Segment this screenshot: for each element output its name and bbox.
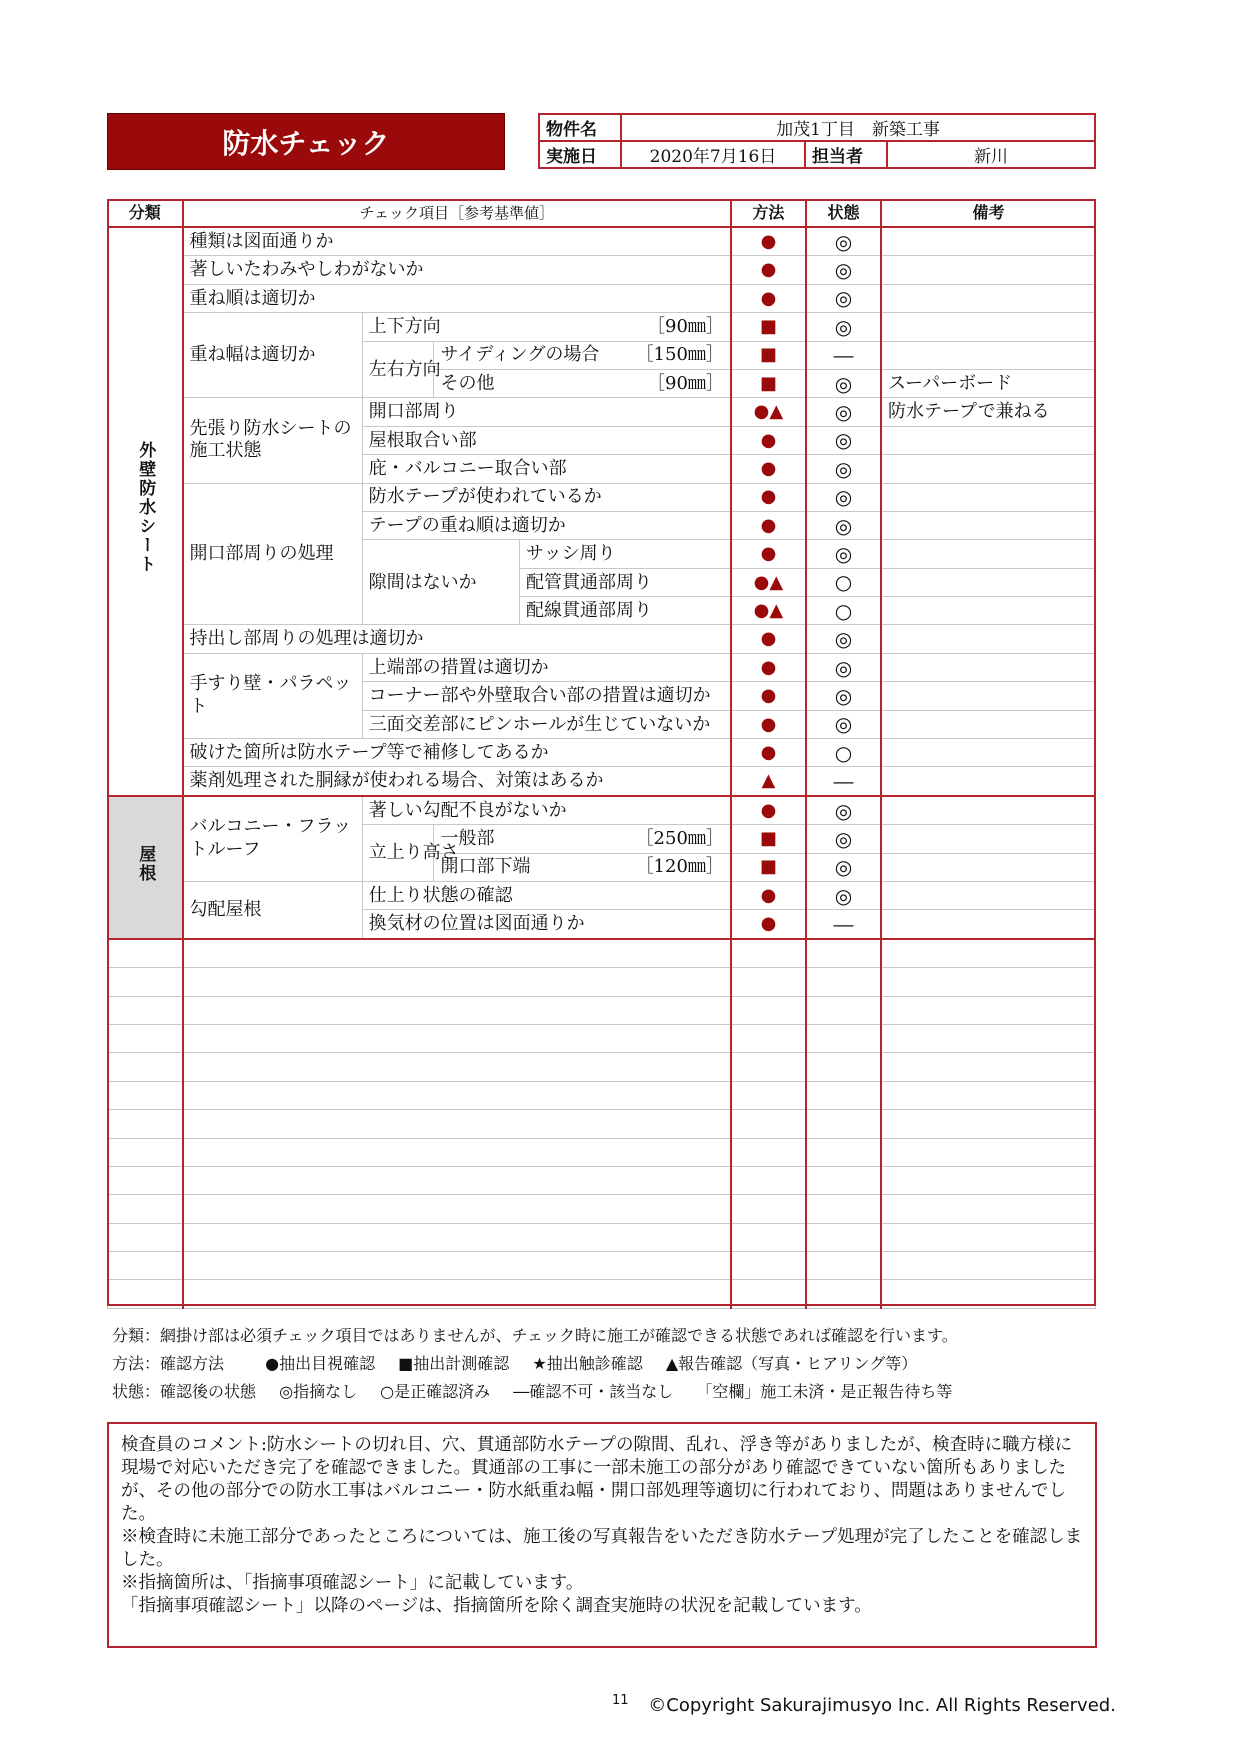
- empty-row: [108, 1053, 1096, 1081]
- status-mark: ◎: [806, 511, 881, 539]
- empty-cell: [183, 1195, 731, 1223]
- table-row: [108, 313, 1096, 341]
- empty-cell: [183, 1138, 731, 1166]
- empty-cell: [806, 1252, 881, 1280]
- note-cell: [881, 341, 1096, 369]
- empty-cell: [108, 1195, 183, 1223]
- sub-item: [362, 313, 731, 341]
- empty-cell: [183, 1081, 731, 1109]
- category-wall: [108, 227, 183, 796]
- empty-row: [108, 996, 1096, 1024]
- empty-cell: [183, 1223, 731, 1251]
- empty-cell: [881, 939, 1096, 968]
- empty-row: [108, 1081, 1096, 1109]
- footer: [612, 1693, 1116, 1716]
- legend-status-na: ―確認不可・該当なし: [513, 1382, 674, 1401]
- table-row: [108, 739, 1096, 767]
- date-value: 2020年7月16日: [621, 141, 805, 168]
- method-mark: ●: [731, 227, 806, 256]
- sub-item: 仕上り状態の確認: [362, 881, 731, 909]
- standard-value: ［90㎜］: [647, 372, 724, 394]
- status-mark: ◎: [806, 710, 881, 738]
- header-status: 状態: [806, 200, 881, 228]
- empty-cell: [881, 1110, 1096, 1138]
- empty-row: [108, 1252, 1096, 1280]
- note-cell: [881, 568, 1096, 596]
- sub-item: 換気材の位置は図面通りか: [362, 910, 731, 939]
- empty-cell: [108, 1053, 183, 1081]
- checklist-table: [107, 199, 1096, 1309]
- method-mark: ●: [731, 881, 806, 909]
- empty-row: [108, 1195, 1096, 1223]
- table-row: [108, 767, 1096, 796]
- sub-sub-item: [434, 853, 731, 881]
- comment-paragraph: ※検査時に未施工部分であったところについては、施工後の写真報告をいただき防水テープ処理が完了したことを確認しました。: [121, 1527, 1083, 1570]
- group-label: バルコニー・フラットルーフ: [183, 796, 363, 882]
- empty-cell: [108, 1110, 183, 1138]
- note-cell: [881, 313, 1096, 341]
- status-mark: ◎: [806, 540, 881, 568]
- table-row: [108, 256, 1096, 284]
- legend-status-ok: ◎指摘なし: [279, 1382, 358, 1401]
- header-method: 方法: [731, 200, 806, 228]
- legend-status-blank: 「空欄」施工未済・是正報告待ち等: [696, 1382, 953, 1401]
- empty-cell: [108, 1280, 183, 1308]
- note-cell: スーパーボード: [881, 369, 1096, 397]
- empty-cell: [108, 1024, 183, 1052]
- header-category: 分類: [108, 200, 183, 228]
- legend-status-line: [112, 1378, 1102, 1406]
- group-label: 勾配屋根: [183, 881, 363, 938]
- copyright-text: ©Copyright Sakurajimusyo Inc. All Rights Reserved.: [648, 1695, 1116, 1716]
- person-label: 担当者: [805, 141, 887, 168]
- method-mark: ■: [731, 825, 806, 853]
- header-note: 備考: [881, 200, 1096, 228]
- status-mark: ◎: [806, 625, 881, 653]
- legend-method-label: 方法：確認方法: [112, 1354, 225, 1373]
- empty-row: [108, 1110, 1096, 1138]
- status-mark: ◎: [806, 483, 881, 511]
- empty-cell: [731, 1166, 806, 1194]
- status-mark: ◎: [806, 796, 881, 825]
- sub-item: 左右方向: [362, 341, 434, 398]
- status-mark: ◎: [806, 825, 881, 853]
- empty-row: [108, 1280, 1096, 1308]
- empty-cell: [731, 939, 806, 968]
- method-mark: ▲: [731, 767, 806, 796]
- sub-sub-item: [434, 341, 731, 369]
- status-mark: ◎: [806, 284, 881, 312]
- method-mark: ■: [731, 341, 806, 369]
- empty-cell: [183, 968, 731, 996]
- empty-cell: [806, 1053, 881, 1081]
- empty-row: [108, 1024, 1096, 1052]
- group-label: 手すり壁・パラペット: [183, 653, 363, 738]
- empty-cell: [806, 996, 881, 1024]
- empty-cell: [183, 1024, 731, 1052]
- empty-cell: [806, 1195, 881, 1223]
- empty-cell: [731, 968, 806, 996]
- note-cell: [881, 597, 1096, 625]
- method-mark: ●: [731, 483, 806, 511]
- sub-item: 上端部の措置は適切か: [362, 653, 731, 681]
- legend-method-visual: ●抽出目視確認: [265, 1354, 376, 1373]
- note-cell: [881, 227, 1096, 256]
- table-row: [108, 398, 1096, 426]
- empty-cell: [731, 1223, 806, 1251]
- legend-method-line: [112, 1350, 1102, 1378]
- status-mark: ◎: [806, 881, 881, 909]
- empty-cell: [881, 1280, 1096, 1308]
- check-item: 種類は図面通りか: [183, 227, 731, 256]
- legend-method-touch: ★抽出触診確認: [532, 1354, 643, 1373]
- method-mark: ●: [731, 284, 806, 312]
- empty-row: [108, 1166, 1096, 1194]
- empty-cell: [881, 968, 1096, 996]
- empty-cell: [806, 1081, 881, 1109]
- standard-value: ［120㎜］: [635, 856, 724, 878]
- sub-item: 開口部周り: [362, 398, 731, 426]
- method-mark: ●: [731, 426, 806, 454]
- note-cell: [881, 284, 1096, 312]
- empty-cell: [881, 1053, 1096, 1081]
- note-cell: [881, 256, 1096, 284]
- comment-paragraph: 検査員のコメント:防水シートの切れ目、穴、貫通部防水テープの隙間、乱れ、浮き等がありましたが、検査時に職方様に現場で対応いただき完了を確認できました。貫通部の工事に一部未施工の部分があり確認できていない箇所もありましたが、その他の部分での防水工事はバルコニー・防水紙重ね幅・開口部処理等適切に行われており、問題はありませんでした。: [121, 1435, 1073, 1524]
- note-cell: [881, 625, 1096, 653]
- empty-cell: [806, 1280, 881, 1308]
- property-value: 加茂1丁目 新築工事: [621, 114, 1095, 141]
- status-mark: ◎: [806, 227, 881, 256]
- sub-item: コーナー部や外壁取合い部の措置は適切か: [362, 682, 731, 710]
- empty-cell: [806, 1166, 881, 1194]
- category-roof: [108, 796, 183, 939]
- empty-cell: [108, 1223, 183, 1251]
- empty-cell: [108, 1138, 183, 1166]
- empty-cell: [806, 1138, 881, 1166]
- status-mark: ○: [806, 568, 881, 596]
- status-mark: ◎: [806, 313, 881, 341]
- group-label: 先張り防水シートの施工状態: [183, 398, 363, 483]
- check-item: 重ね順は適切か: [183, 284, 731, 312]
- check-item: 薬剤処理された胴縁が使われる場合、対策はあるか: [183, 767, 731, 796]
- empty-cell: [183, 1252, 731, 1280]
- sub-sub-item-label: 開口部下端: [440, 856, 531, 878]
- method-mark: ●: [731, 739, 806, 767]
- note-cell: [881, 455, 1096, 483]
- empty-cell: [806, 939, 881, 968]
- sub-item: 著しい勾配不良がないか: [362, 796, 731, 825]
- note-cell: [881, 540, 1096, 568]
- legend-status-fixed: ○是正確認済み: [380, 1382, 491, 1401]
- note-cell: [881, 653, 1096, 681]
- method-mark: ●: [731, 682, 806, 710]
- comment-paragraph: 「指摘事項確認シート」以降のページは、指摘箇所を除く調査実施時の状況を記載しています。: [121, 1596, 872, 1616]
- table-row: [108, 227, 1096, 256]
- date-label: 実施日: [539, 141, 621, 168]
- note-cell: [881, 767, 1096, 796]
- note-cell: [881, 682, 1096, 710]
- legend-category-line: 分類：網掛け部は必須チェック項目ではありませんが、チェック時に施工が確認できる状態であれば確認を行います。: [112, 1326, 958, 1345]
- method-mark: ●: [731, 455, 806, 483]
- empty-cell: [881, 1024, 1096, 1052]
- empty-row: [108, 939, 1096, 968]
- empty-cell: [183, 1053, 731, 1081]
- sub-sub-item: サッシ周り: [520, 540, 731, 568]
- standard-value: ［90㎜］: [647, 316, 724, 338]
- sub-sub-item: 配線貫通部周り: [520, 597, 731, 625]
- method-mark: ●: [731, 511, 806, 539]
- empty-cell: [183, 1110, 731, 1138]
- empty-cell: [881, 1081, 1096, 1109]
- status-mark: ◎: [806, 853, 881, 881]
- method-mark: ■: [731, 313, 806, 341]
- empty-cell: [731, 1252, 806, 1280]
- group-label: 開口部周りの処理: [183, 483, 363, 625]
- empty-row: [108, 1223, 1096, 1251]
- standard-value: ［150㎜］: [635, 344, 724, 366]
- note-cell: [881, 796, 1096, 825]
- empty-cell: [881, 1223, 1096, 1251]
- method-mark: ●: [731, 653, 806, 681]
- table-row: [108, 653, 1096, 681]
- empty-cell: [108, 1081, 183, 1109]
- empty-cell: [731, 996, 806, 1024]
- inspector-comment-box: [107, 1422, 1097, 1648]
- empty-cell: [183, 939, 731, 968]
- sub-item: 屋根取合い部: [362, 426, 731, 454]
- sub-sub-item-label: 一般部: [440, 828, 495, 850]
- method-mark: ●▲: [731, 568, 806, 596]
- page-title: 防水チェック: [107, 113, 505, 170]
- empty-cell: [731, 1195, 806, 1223]
- method-mark: ●: [731, 910, 806, 939]
- empty-cell: [183, 996, 731, 1024]
- legend-method-measure: ■抽出計測確認: [398, 1354, 510, 1373]
- status-mark: ◎: [806, 398, 881, 426]
- empty-cell: [731, 1081, 806, 1109]
- method-mark: ■: [731, 369, 806, 397]
- status-mark: ◎: [806, 369, 881, 397]
- empty-cell: [183, 1166, 731, 1194]
- table-row: [108, 284, 1096, 312]
- comment-paragraph: ※指摘箇所は、「指摘事項確認シート」に記載しています。: [121, 1573, 584, 1593]
- note-cell: [881, 511, 1096, 539]
- table-row: [108, 796, 1096, 825]
- empty-cell: [108, 996, 183, 1024]
- empty-cell: [731, 1138, 806, 1166]
- method-mark: ●: [731, 540, 806, 568]
- person-value: 新川: [887, 141, 1095, 168]
- method-mark: ●: [731, 710, 806, 738]
- method-mark: ●: [731, 796, 806, 825]
- note-cell: [881, 710, 1096, 738]
- note-cell: 防水テープで兼ねる: [881, 398, 1096, 426]
- note-cell: [881, 739, 1096, 767]
- empty-cell: [731, 1110, 806, 1138]
- method-mark: ●▲: [731, 597, 806, 625]
- check-item: 著しいたわみやしわがないか: [183, 256, 731, 284]
- status-mark: ○: [806, 597, 881, 625]
- empty-cell: [108, 968, 183, 996]
- empty-row: [108, 1138, 1096, 1166]
- status-mark: ―: [806, 910, 881, 939]
- sub-item: 隙間はないか: [362, 540, 519, 625]
- sub-item: 立上り高さ: [362, 825, 434, 882]
- sub-item-label: 上下方向: [368, 316, 441, 338]
- sub-sub-item-label: サイディングの場合: [440, 344, 600, 366]
- group-label: 重ね幅は適切か: [183, 313, 363, 398]
- category-roof-label: 屋根: [135, 844, 156, 883]
- status-mark: ◎: [806, 653, 881, 681]
- standard-value: ［250㎜］: [635, 828, 724, 850]
- empty-cell: [806, 1223, 881, 1251]
- method-mark: ●: [731, 256, 806, 284]
- page-number: 11: [612, 1693, 629, 1708]
- legend-method-report: ▲報告確認（写真・ヒアリング等）: [665, 1354, 918, 1373]
- note-cell: [881, 881, 1096, 909]
- empty-cell: [881, 996, 1096, 1024]
- empty-row: [108, 968, 1096, 996]
- empty-cell: [731, 1024, 806, 1052]
- status-mark: ◎: [806, 256, 881, 284]
- sub-item: テープの重ね順は適切か: [362, 511, 731, 539]
- status-mark: ◎: [806, 455, 881, 483]
- check-item: 破けた箇所は防水テープ等で補修してあるか: [183, 739, 731, 767]
- empty-cell: [881, 1195, 1096, 1223]
- empty-cell: [108, 939, 183, 968]
- note-cell: [881, 825, 1096, 853]
- sub-item: 三面交差部にピンホールが生じていないか: [362, 710, 731, 738]
- sub-sub-item: [434, 369, 731, 397]
- table-row: [108, 483, 1096, 511]
- empty-cell: [806, 1024, 881, 1052]
- method-mark: ■: [731, 853, 806, 881]
- empty-cell: [806, 968, 881, 996]
- note-cell: [881, 426, 1096, 454]
- sub-sub-item-label: その他: [440, 372, 495, 394]
- empty-cell: [731, 1280, 806, 1308]
- empty-cell: [183, 1280, 731, 1308]
- legend-status-label: 状態：確認後の状態: [112, 1382, 257, 1401]
- note-cell: [881, 483, 1096, 511]
- method-mark: ●▲: [731, 398, 806, 426]
- empty-cell: [731, 1053, 806, 1081]
- status-mark: ―: [806, 767, 881, 796]
- empty-cell: [881, 1252, 1096, 1280]
- empty-cell: [881, 1138, 1096, 1166]
- table-row: [108, 625, 1096, 653]
- empty-cell: [806, 1110, 881, 1138]
- table-row: [108, 881, 1096, 909]
- empty-cell: [108, 1252, 183, 1280]
- sub-item: 防水テープが使われているか: [362, 483, 731, 511]
- empty-cell: [108, 1166, 183, 1194]
- category-wall-label: 外壁防水シート: [135, 441, 156, 575]
- sub-sub-item: [434, 825, 731, 853]
- status-mark: ○: [806, 739, 881, 767]
- sub-item: 庇・バルコニー取合い部: [362, 455, 731, 483]
- status-mark: ◎: [806, 426, 881, 454]
- note-cell: [881, 853, 1096, 881]
- empty-cell: [881, 1166, 1096, 1194]
- check-item: 持出し部周りの処理は適切か: [183, 625, 731, 653]
- note-cell: [881, 910, 1096, 939]
- property-label: 物件名: [539, 114, 621, 141]
- sub-sub-item: 配管貫通部周り: [520, 568, 731, 596]
- info-table: [538, 113, 1096, 169]
- status-mark: ◎: [806, 682, 881, 710]
- legend: [112, 1322, 1102, 1406]
- status-mark: ―: [806, 341, 881, 369]
- method-mark: ●: [731, 625, 806, 653]
- header-item: チェック項目［参考基準値］: [183, 200, 731, 228]
